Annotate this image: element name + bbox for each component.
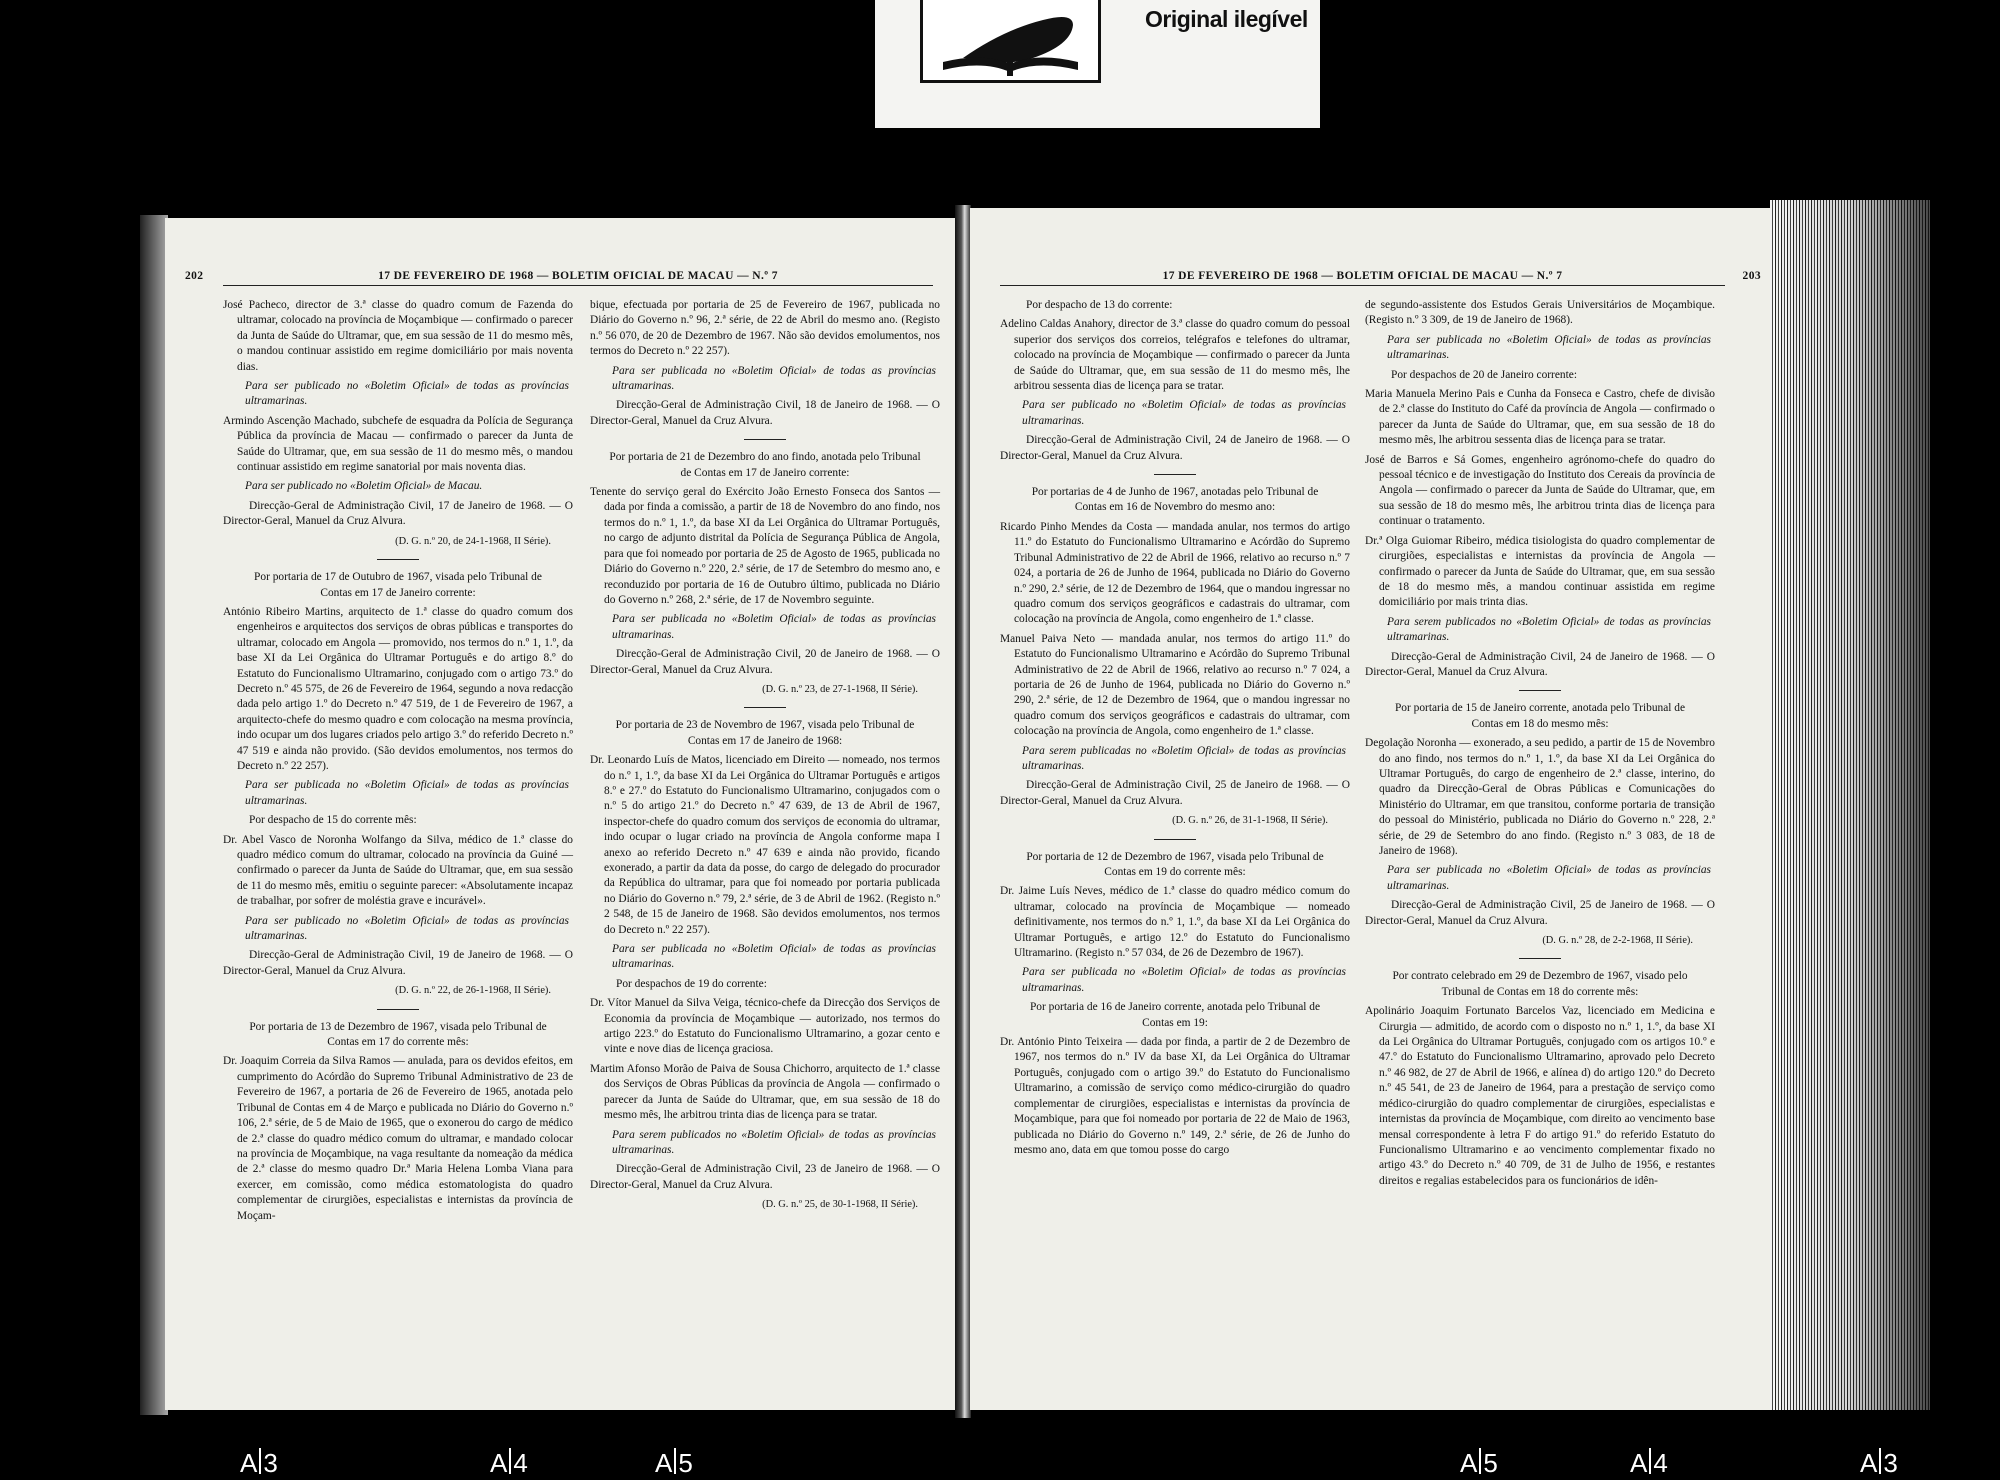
paragraph: Direcção-Geral de Administração Civil, 18 de Janeiro de 1968. — O Director-Geral, Manuel da Cruz Alvura. — [590, 399, 940, 427]
paragraph: Direcção-Geral de Administração Civil, 17 de Janeiro de 1968. — O Director-Geral, Manuel da Cruz Alvura. — [223, 499, 573, 528]
paragraph: Direcção-Geral de Administração Civil, 25 de Janeiro de 1968. — O Director-Geral, Manuel da Cruz Alvura. — [1000, 779, 1350, 807]
gazette-reference: (D. G. n.º 28, de 2-2-1968, II Série). — [1542, 935, 1693, 947]
paragraph: Por portarias de 4 de Junho de 1967, anotadas pelo Tribunal de Contas em 16 de Novembro do mesmo ano: — [1031, 486, 1319, 514]
paragraph: António Ribeiro Martins, arquitecto de 1.ª classe do quadro comum dos engenheiros e arquitectos dos serviços de obras públicas e transportes do ultramar, colocado em Angola — promovido, nos termos do n.º 1, 1.º, da base XI da Lei Orgânica do Ultramar Português e do artigo 8.º do Estatuto do Funcionalismo Ultramarino, conjugado com o artigo 73.º do Decreto n.º 45 575, de 26 de Fevereiro de 1964, segundo a nova redacção dada pelo artigo 1.º do Decreto n.º 47 519, de 1 de Fevereiro de 1967, a arquitecto-chefe do mesmo quadro e com colocação na mesma província, indo ocupar um dos lugares criados pelo artigo 3.º do referido Decreto n.º 47 519 e ainda não provido. (São devidos emolumentos, nos termos do Decreto n.º 22 257). — [223, 605, 573, 772]
page-number: 203 — [1742, 270, 1761, 282]
left-column-1 — [223, 298, 573, 1228]
page-number: 202 — [185, 270, 204, 282]
left-column-2 — [590, 298, 940, 1217]
frame-label: A 4 — [490, 1448, 528, 1478]
paragraph: Direcção-Geral de Administração Civil, 19 de Janeiro de 1968. — O Director-Geral, Manuel da Cruz Alvura. — [223, 949, 573, 977]
left-page-shadow — [140, 215, 168, 1415]
right-column-1 — [1000, 298, 1350, 1162]
paragraph: Direcção-Geral de Administração Civil, 20 de Janeiro de 1968. — O Director-Geral, Manuel da Cruz Alvura. — [590, 648, 940, 676]
publication-note: Para ser publicada no «Boletim Oficial» de todas as províncias ultramarinas. — [612, 364, 936, 393]
publication-note: Para ser publicado no «Boletim Oficial» de todas as províncias ultramarinas. — [245, 380, 569, 408]
paragraph: Por contrato celebrado em 29 de Dezembro de 1967, visado pelo Tribunal de Contas em 18 do corrente mês: — [1392, 970, 1688, 998]
section-divider — [744, 707, 786, 708]
gazette-reference: (D. G. n.º 20, de 24-1-1968, II Série). — [395, 535, 551, 547]
paragraph: Por portaria de 12 de Dezembro de 1967, visada pelo Tribunal de Contas em 19 do corrente mês: — [1026, 850, 1324, 878]
paragraph: Manuel Paiva Neto — mandada anular, nos termos do artigo 11.º do Estatuto do Funcionalismo Ultramarino e Acórdão do Supremo Tribunal Administrativo de 22 de Abril de 1966, relativo ao recurso n.º 7 024, a portaria de 26 de Junho de 1964, publicada no Diário do Governo n.º 290, 2.ª série, de 12 de Dezembro de 1964, que o mandou ingressar no quadro comum dos serviços geográficos e cadastrais do ultramar, com colocação na província de Angola, como engenheiro de 1.ª classe. — [1000, 632, 1350, 738]
paragraph: Ricardo Pinho Mendes da Costa — mandada anular, nos termos do artigo 11.º do Estatuto do Funcionalismo Ultramarino e Acórdão do Supremo Tribunal Administrativo de 22 de Abril de 1966, relativo ao recurso n.º 7 024, a portaria de 26 de Junho de 1964, publicada no Diário do Governo n.º 290, 2.ª série, de 12 de Dezembro de 1964, que o mandou ingressar no quadro comum dos serviços geográficos e cadastrais do ultramar, com colocação na província de Angola, como engenheiro de 1.ª classe. — [1000, 520, 1350, 626]
section-divider — [1154, 839, 1196, 840]
publication-note: Para serem publicados no «Boletim Oficial» de todas as províncias ultramarinas. — [1387, 615, 1711, 644]
paragraph: Por despacho de 13 do corrente: — [1026, 299, 1173, 311]
gazette-reference: (D. G. n.º 22, de 26-1-1968, II Série). — [395, 985, 551, 997]
paragraph: Por portaria de 17 de Outubro de 1967, visada pelo Tribunal de Contas em 17 de Janeiro corrente: — [254, 571, 542, 599]
section-divider — [744, 439, 786, 440]
paragraph: Dr. Abel Vasco de Noronha Wolfango da Silva, médico de 1.ª classe do quadro médico comum do ultramar, colocado na província da Guiné — confirmado o parecer da Junta de Saúde do Ultramar, que, em sua sessão de 11 do mesmo mês, emitiu o seguinte parecer: «Absolutamente incapaz de trabalhar, por sofrer de moléstia grave e incurável». — [223, 833, 573, 908]
publication-note: Para ser publicada no «Boletim Oficial» de todas as províncias ultramarinas. — [1022, 966, 1346, 994]
paragraph: Tenente do serviço geral do Exército João Ernesto Fonseca dos Santos — dada por finda a comissão, a partir de 18 de Novembro do ano findo, nos termos do n.º 1, 1.º, da base XI da Lei Orgânica do Ultramar Português, no cargo de adjunto distrital da Polícia de Segurança Pública de Angola, para que foi nomeado por portaria de 25 de Agosto de 1965, publicada no Diário do Governo n.º 220, 2.ª série, de 17 de Setembro do mesmo ano, e reconduzido por portaria de 16 de Outubro último, publicada no Diário do Governo n.º 268, 2.ª série, de 17 de Novembro seguinte. — [590, 486, 940, 606]
paragraph: Direcção-Geral de Administração Civil, 25 de Janeiro de 1968. — O Director-Geral, Manuel da Cruz Alvura. — [1365, 899, 1715, 927]
frame-label: A 3 — [240, 1448, 278, 1478]
left-page — [165, 218, 955, 1410]
frame-label: A 4 — [1630, 1448, 1668, 1478]
paragraph: Maria Manuela Merino Pais e Cunha da Fonseca e Castro, chefe de divisão de 2.ª classe do Instituto do Café da província de Angola — confirmado o parecer da Junta de Saúde do Ultramar, que, em sua sessão de 18 do mesmo mês, lhe arbitrou sessenta dias de licença para se tratar. — [1365, 388, 1715, 447]
section-divider — [377, 559, 419, 560]
paragraph: Apolinário Joaquim Fortunato Barcelos Vaz, licenciado em Medicina e Cirurgia — admitido, de acordo com o disposto no n.º 1, 1.º, da base XI da Lei Orgânica do Ultramar Português, conjugado com os artigos 10.º e 47.º do Estatuto do Funcionalismo Ultramarino, aprovado pelo Decreto n.º 46 982, de 27 de Abril de 1966, e alínea d) do artigo 120.º do Decreto n.º 45 541, de 23 de Janeiro de 1964, para a prestação de serviço como médico-cirurgião do quadro complementar de cirurgiões, especialistas e internistas da província de Moçambique, com direito ao vencimento base mensal correspondente à letra F do artigo 91.º do referido Estatuto do Funcionalismo Ultramarino e ao vencimento complementar fixado no artigo 43.º do Decreto n.º 40 709, de 31 de Julho de 1956, e restantes direitos e regalias estabelecidos para os funcionários de idên- — [1365, 1005, 1715, 1187]
running-header: 17 DE FEVEREIRO DE 1968 — BOLETIM OFICIAL DE MACAU — N.º 7 — [378, 270, 778, 282]
paragraph: Direcção-Geral de Administração Civil, 24 de Janeiro de 1968. — O Director-Geral, Manuel da Cruz Alvura. — [1365, 650, 1715, 678]
paragraph: Dr. Joaquim Correia da Silva Ramos — anulada, para os devidos efeitos, em cumprimento do Acórdão do Supremo Tribunal Administrativo de 23 de Fevereiro de 1967, a portaria de 26 de Fevereiro de 1965, anotada pelo Tribunal de Contas em 4 de Março e publicada no Diário do Governo n.º 106, 2.ª série, de 5 de Maio de 1965, que o exonerou do cargo de médico de 2.ª classe do quadro médico comum do ultramar, e mandado colocar na província de Moçambique, na vaga resultante da nomeação da médica de 2.ª classe do mesmo quadro Dr.ª Maria Helena Lomba Viana para exercer, em comissão, como médica estomatologista do quadro complementar de cirurgiões, especialistas e internistas da província de Moçam- — [223, 1055, 573, 1222]
section-divider — [377, 1009, 419, 1010]
paragraph: Por portaria de 13 de Dezembro de 1967, visada pelo Tribunal de Contas em 17 do corrente mês: — [249, 1020, 547, 1049]
film-bottom-strip — [0, 1418, 2000, 1480]
section-divider — [1519, 690, 1561, 691]
stamp-text: Original ilegível — [1145, 6, 1308, 32]
paragraph: Dr. Jaime Luís Neves, médico de 1.ª classe do quadro médico comum do ultramar, colocado na província de Moçambique — nomeado definitivamente, nos termos do n.º 1, 1.º, da base XI da Lei Orgânica do Ultramar Português, e artigo 12.º do Estatuto do Funcionalismo Ultramarino. (Registo n.º 57 034, de 26 de Dezembro de 1967). — [1000, 885, 1350, 960]
publication-note: Para ser publicado no «Boletim Oficial» de todas as províncias ultramarinas. — [1022, 399, 1346, 427]
archive-label-card — [875, 0, 1320, 128]
publication-note: Para ser publicado no «Boletim Oficial» de Macau. — [245, 480, 483, 493]
paragraph: Por portaria de 23 de Novembro de 1967, visada pelo Tribunal de Contas em 17 de Janeiro de 1968: — [615, 719, 915, 747]
paragraph: Dr. Vítor Manuel da Silva Veiga, técnico-chefe da Direcção dos Serviços de Economia da província de Moçambique — autorizado, nos termos do artigo 223.º do Estatuto do Funcionalismo Ultramarino, a gozar cento e vinte e nove dias de licença graciosa. — [590, 997, 940, 1056]
frame-label: A 3 — [1860, 1448, 1898, 1478]
publication-note: Para ser publicado no «Boletim Oficial» de todas as províncias ultramarinas. — [245, 914, 569, 943]
publication-note: Para ser publicada no «Boletim Oficial» de todas as províncias ultramarinas. — [1387, 864, 1711, 892]
paragraph: Direcção-Geral de Administração Civil, 23 de Janeiro de 1968. — O Director-Geral, Manuel da Cruz Alvura. — [590, 1163, 940, 1191]
paragraph: Dr. Leonardo Luís de Matos, licenciado em Direito — nomeado, nos termos do n.º 1, 1.º, da base XI da Lei Orgânica do Ultramar Português e artigos 8.º e 27.º do Estatuto do Funcionalismo Ultramarino, conjugados com o n.º 5 do artigo 21.º do Decreto n.º 47 639, de 13 de Abril de 1967, inspector-chefe do quadro comum dos serviços de economia do ultramar, indo ocupar o lugar criado na província de Angola conforme mapa I anexo ao referido Decreto n.º 47 639 e ainda não provido, ficando exonerado, a partir da data da posse, do cargo de delegado do procurador da República do ultramar, para que foi nomeado por portaria publicada no Diário do Governo n.º 79, 2.ª série, de 3 de Abril de 1962. (Registo n.º 2 548, de 15 de Janeiro de 1968. São devidos emolumentos, nos termos do Decreto n.º 22 257). — [590, 754, 940, 936]
right-page-header — [1000, 270, 1761, 286]
paragraph: Degolação Noronha — exonerado, a seu pedido, a partir de 15 de Novembro do ano findo, nos termos do n.º 1, 1.º, da base XI da Lei Orgânica do Ultramar Português, do cargo de engenheiro de 2.ª classe, interino, do quadro da Direcção-Geral de Obras Públicas e Comunicações do Ministério do Ultramar, em que transitou, conforme portaria de transição do pessoal do Ministério, publicada no Diário do Governo n.º 228, 2.ª série, de 29 de Setembro do ano findo. (Registo n.º 3 083, de 18 de Janeiro de 1968). — [1365, 737, 1715, 857]
running-header: 17 DE FEVEREIRO DE 1968 — BOLETIM OFICIAL DE MACAU — N.º 7 — [1162, 270, 1563, 282]
paragraph: Martim Afonso Morão de Paiva de Sousa Chichorro, arquitecto de 1.ª classe dos Serviços de Obras Públicas da província de Angola — confirmado o parecer da Junta de Saúde do Ultramar, que, em sua sessão de 18 do mesmo mês, lhe arbitrou trinta dias de licença para se tratar. — [590, 1062, 940, 1122]
gazette-reference: (D. G. n.º 25, de 30-1-1968, II Série). — [762, 1199, 918, 1211]
paragraph: José de Barros e Sá Gomes, engenheiro agrónomo-chefe do quadro do pessoal técnico e de investigação do Instituto dos Cereais da província de Angola — confirmado o parecer da Junta de Saúde do Ultramar, que, em sua sessão de 18 do mesmo mês, lhe arbitrou trinta dias de licença para continuar o tratamento. — [1365, 453, 1715, 528]
paragraph: Por despacho de 15 do corrente mês: — [249, 814, 417, 827]
paragraph: Armindo Ascenção Machado, subchefe de esquadra da Polícia de Segurança Pública da província de Macau — confirmado o parecer da Junta de Saúde do Ultramar, que, em sua sessão de 11 do mesmo mês, o mandou continuar assistido em regime sanatorial por mais noventa dias. — [223, 414, 573, 474]
publication-note: Para ser publicada no «Boletim Oficial» de todas as províncias ultramarinas. — [612, 613, 936, 641]
gazette-reference: (D. G. n.º 23, de 27-1-1968, II Série). — [762, 683, 918, 695]
paragraph: José Pacheco, director de 3.ª classe do quadro comum de Fazenda do ultramar, colocado na província de Moçambique — confirmado o parecer da Junta de Saúde do Ultramar, que, em sua sessão de 11 do mesmo mês, o mandou continuar assistido em regime domiciliário por mais noventa dias. — [223, 299, 573, 373]
right-column-2 — [1365, 298, 1715, 1193]
publication-note: Para ser publicada no «Boletim Oficial» de todas as províncias ultramarinas. — [1387, 333, 1711, 362]
frame-label: A 5 — [1460, 1448, 1498, 1478]
frame-label: A 5 — [655, 1448, 693, 1478]
publication-note: Para ser publicada no «Boletim Oficial» de todas as províncias ultramarinas. — [612, 943, 936, 971]
paragraph: Por portaria de 15 de Janeiro corrente, anotada pelo Tribunal de Contas em 18 do mesmo mês: — [1394, 702, 1686, 730]
book-logo-icon — [920, 0, 1101, 83]
paragraph: de segundo-assistente dos Estudos Gerais Universitários de Moçambique. (Registo n.º 3 309, de 19 de Janeiro de 1968). — [1365, 299, 1715, 327]
paragraph: Adelino Caldas Anahory, director de 3.ª classe do quadro comum do pessoal superior dos serviços dos correios, telégrafos e telefones do ultramar, colocado na província de Moçambique — confirmado o parecer da Junta de Saúde do Ultramar, que, em sua sessão de 11 do mesmo mês, lhe arbitrou sessenta dias de licença para se tratar. — [1000, 318, 1350, 393]
paragraph: Dr.ª Olga Guiomar Ribeiro, médica tisiologista do quadro complementar de cirurgiões, especialistas e internistas da província de Angola — confirmado o parecer da Junta de Saúde do Ultramar, que, em sua sessão de 18 do mesmo mês, a mandou continuar assistida em regime domiciliário por mais trinta dias. — [1365, 534, 1715, 609]
paragraph: Por portaria de 16 de Janeiro corrente, anotada pelo Tribunal de Contas em 19: — [1029, 1001, 1321, 1029]
gazette-reference: (D. G. n.º 26, de 31-1-1968, II Série). — [1172, 815, 1328, 827]
paragraph: Dr. António Pinto Teixeira — dada por finda, a partir de 2 de Dezembro de 1967, nos termos do n.º IV da base XI, da Lei Orgânica do Ultramar Português, conjugado com o artigo 39.º do Estatuto do Funcionalismo Ultramarino, a comissão de serviço como médico-cirurgião do quadro complementar de cirurgiões, especialistas e internistas da província de Moçambique, para que foi nomeado por portaria de 22 de Maio de 1963, publicada no Diário do Governo n.º 149, 2.ª série, de 26 de Junho do mesmo ano, data em que tomou posse do cargo — [1000, 1036, 1350, 1156]
left-page-header — [185, 270, 933, 286]
section-divider — [1519, 958, 1561, 959]
publication-note: Para ser publicada no «Boletim Oficial» de todas as províncias ultramarinas. — [245, 779, 569, 807]
section-divider — [1154, 474, 1196, 475]
publication-note: Para serem publicados no «Boletim Oficial» de todas as províncias ultramarinas. — [612, 1128, 936, 1156]
paragraph: Por despachos de 19 do corrente: — [616, 977, 767, 990]
book-page-edges — [1770, 200, 1930, 1410]
paragraph: Por portaria de 21 de Dezembro do ano findo, anotada pelo Tribunal de Contas em 17 de Janeiro corrente: — [609, 451, 921, 479]
publication-note: Para serem publicadas no «Boletim Oficial» de todas as províncias ultramarinas. — [1022, 744, 1346, 772]
paragraph: Direcção-Geral de Administração Civil, 24 de Janeiro de 1968. — O Director-Geral, Manuel da Cruz Alvura. — [1000, 434, 1350, 462]
book-spine — [955, 205, 971, 1420]
paragraph: Por despachos de 20 de Janeiro corrente: — [1391, 368, 1577, 381]
right-page — [970, 208, 1785, 1410]
paragraph: bique, efectuada por portaria de 25 de Fevereiro de 1967, publicada no Diário do Governo n.º 96, 2.ª série, de 22 de Abril do mesmo ano. (Registo n.º 56 070, de 20 de Dezembro de 1967. Não são devidos emolumentos, nos termos do Decreto n.º 22 257). — [590, 299, 940, 358]
